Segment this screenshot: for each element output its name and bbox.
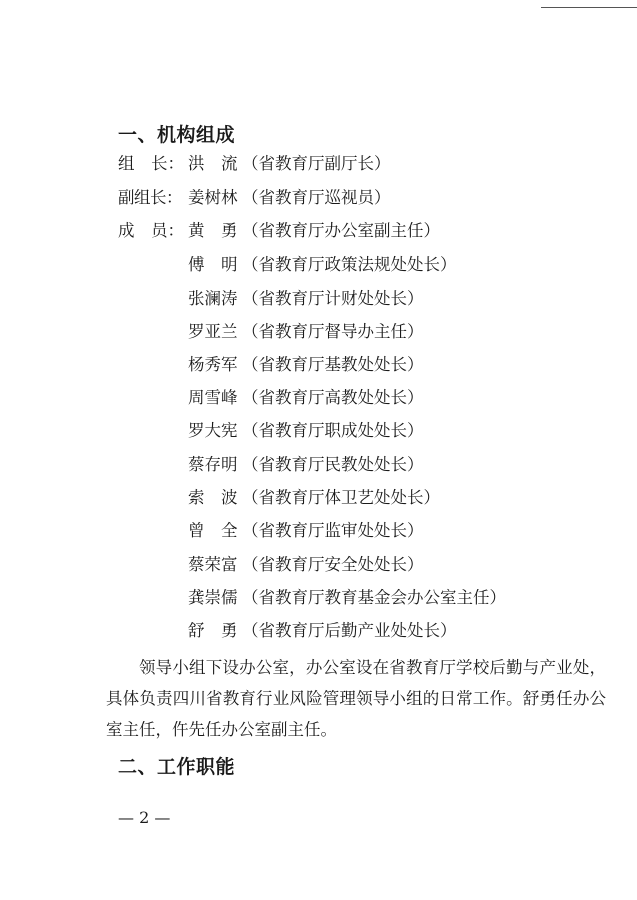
office-paragraph: 领导小组下设办公室，办公室设在省教育厅学校后勤与产业处，具体负责四川省教育行业风险管理领导小组的日常工作。舒勇任办公室主任，仵先任办公室副主任。 — [106, 658, 606, 739]
member-row — [118, 420, 424, 442]
member-title: （省教育厅体卫艺处处长） — [242, 488, 440, 507]
top-rule — [541, 7, 637, 8]
member-row — [118, 321, 424, 343]
member-title: （省教育厅计财处处长） — [242, 289, 424, 308]
member-title: （省教育厅教育基金会办公室主任） — [242, 588, 506, 607]
member-title: （省教育厅督导办主任） — [242, 322, 424, 341]
member-row — [118, 354, 424, 376]
leader-role: 组 长： — [118, 154, 184, 173]
member-name: 蔡荣富 — [188, 555, 238, 574]
member-name: 曾 全 — [188, 521, 238, 540]
member-title: （省教育厅高教处处长） — [242, 388, 424, 407]
member-name: 周雪峰 — [188, 388, 238, 407]
member-title: （省教育厅安全处处长） — [242, 555, 424, 574]
section-1-heading: 一、机构组成 — [118, 124, 236, 146]
deputy-title: （省教育厅巡视员） — [242, 188, 391, 207]
leader-row — [118, 153, 391, 175]
member-name: 黄 勇 — [188, 221, 238, 240]
member-title: （省教育厅监审处处长） — [242, 521, 424, 540]
member-row — [118, 454, 424, 476]
member-name: 蔡存明 — [188, 455, 238, 474]
member-name: 索 波 — [188, 488, 238, 507]
member-row — [118, 220, 440, 242]
member-row — [118, 387, 424, 409]
member-name: 张澜涛 — [188, 289, 238, 308]
member-name: 杨秀军 — [188, 355, 238, 374]
member-row — [118, 520, 424, 542]
deputy-row — [118, 187, 391, 209]
deputy-name: 姜树林 — [188, 188, 238, 207]
member-row — [118, 487, 440, 509]
page-number: — 2 — — [118, 808, 171, 827]
members-role: 成 员： — [118, 221, 184, 240]
section-2-heading: 二、工作职能 — [118, 756, 236, 778]
member-title: （省教育厅民教处处长） — [242, 455, 424, 474]
member-title: （省教育厅办公室副主任） — [242, 221, 440, 240]
member-title: （省教育厅职成处处长） — [242, 421, 424, 440]
member-name: 舒 勇 — [188, 621, 238, 640]
member-name: 龚崇儒 — [188, 588, 238, 607]
member-name: 罗大宪 — [188, 421, 238, 440]
member-title: （省教育厅后勤产业处处长） — [242, 621, 457, 640]
member-row — [118, 288, 424, 310]
leader-name: 洪 流 — [188, 154, 238, 173]
member-name: 罗亚兰 — [188, 322, 238, 341]
deputy-role: 副组长： — [118, 188, 182, 207]
member-title: （省教育厅基教处处长） — [242, 355, 424, 374]
member-row — [118, 620, 457, 642]
member-row — [118, 254, 457, 276]
member-row — [118, 587, 506, 609]
member-name: 傅 明 — [188, 255, 238, 274]
member-title: （省教育厅政策法规处处长） — [242, 255, 457, 274]
leader-title: （省教育厅副厅长） — [242, 154, 391, 173]
member-row — [118, 554, 424, 576]
